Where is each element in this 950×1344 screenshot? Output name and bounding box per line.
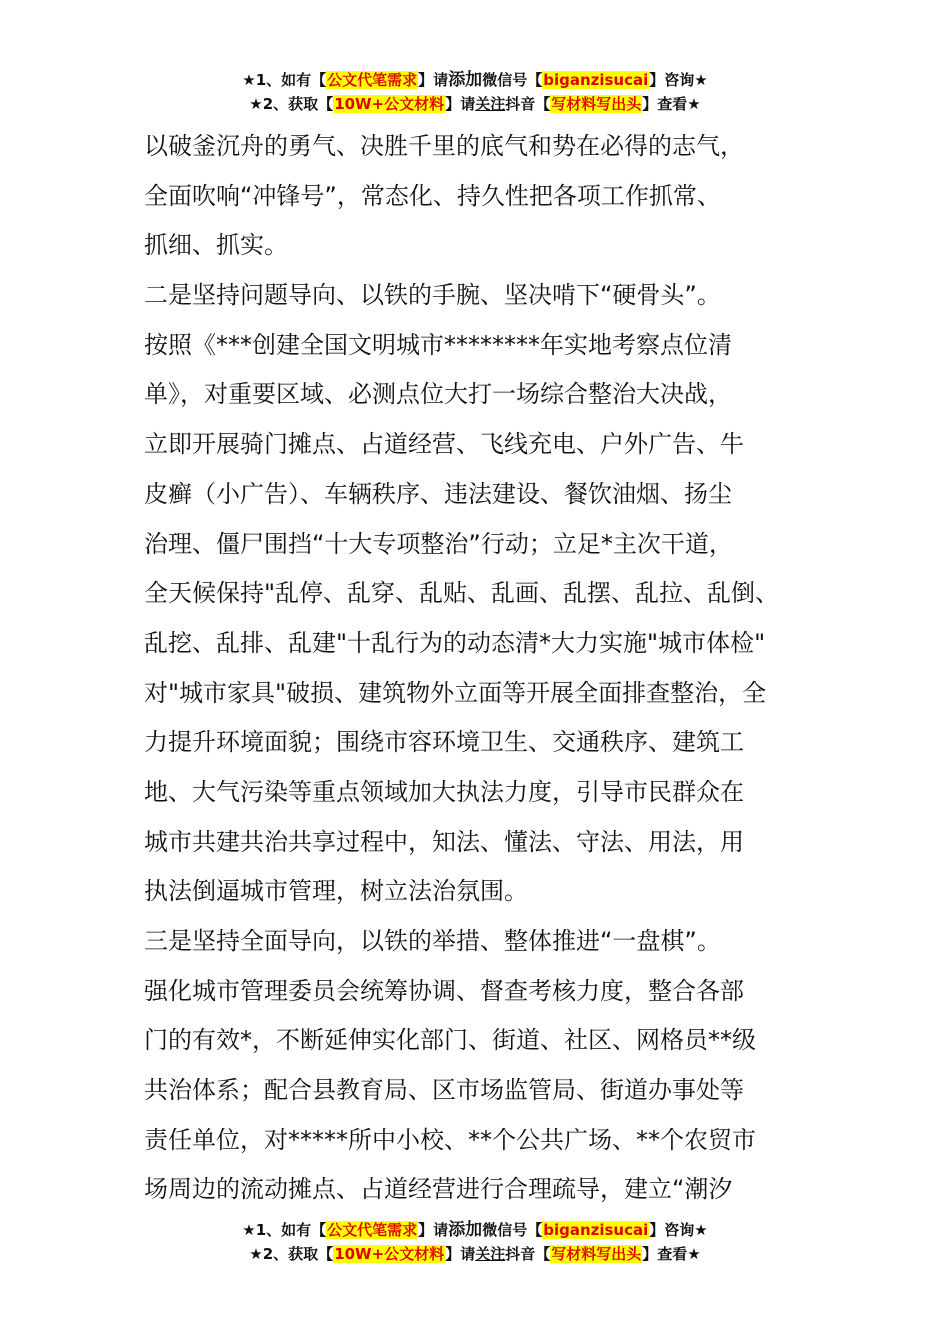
body-line: 场周边的流动摊点、占道经营进行合理疏导，建立“潮汐 <box>144 1175 733 1204</box>
body-line: 强化城市管理委员会统筹协调、督查考核力度，整合各部 <box>144 976 744 1005</box>
body-line: 以破釜沉舟的勇气、决胜千里的底气和势在必得的志气， <box>144 132 744 160</box>
banner-text: ★2、获取【 <box>249 95 334 113</box>
document-body <box>144 122 824 1215</box>
banner-text: ★1、如有【 <box>242 1221 327 1239</box>
body-line: 单》，对重要区域、必测点位大打一场综合整治大决战， <box>144 380 732 409</box>
banner-text: 抖音【 <box>505 1245 551 1263</box>
banner-text: 】咨询★ <box>649 1221 708 1239</box>
banner-emphasis: 添加 <box>448 70 483 90</box>
body-line: 对"城市家具"破损、建筑物外立面等开展全面排查整治，全 <box>144 678 767 707</box>
banner-text: 】查看★ <box>642 1245 701 1263</box>
highlight-wechat-id[interactable]: biganzisucai <box>543 71 649 89</box>
highlight-service: 公文代笔需求 <box>327 71 418 89</box>
banner-line-2 <box>0 92 950 116</box>
body-line: 抓细、抓实。 <box>144 231 288 260</box>
body-line: 全天候保持"乱停、乱穿、乱贴、乱画、乱摆、乱拉、乱倒、 <box>144 579 780 608</box>
banner-emphasis: 关注 <box>475 1245 506 1263</box>
banner-text: 】请 <box>445 1245 476 1263</box>
banner-text: 抖音【 <box>505 95 551 113</box>
body-line: 门的有效*，不断延伸实化部门、街道、社区、网格员**级 <box>144 1026 756 1055</box>
banner-text: 微信号【 <box>482 1221 543 1239</box>
banner-text: 微信号【 <box>482 71 543 89</box>
top-banner <box>0 68 950 116</box>
bottom-banner <box>0 1218 950 1266</box>
highlight-douyin-account[interactable]: 写材料写出头 <box>551 1245 642 1263</box>
highlight-materials: 10W+公文材料 <box>334 1245 445 1263</box>
body-line: 三是坚持全面导向，以铁的举措、整体推进“一盘棋”。 <box>144 927 721 955</box>
body-line: 城市共建共治共享过程中，知法、懂法、守法、用法，用 <box>144 827 744 856</box>
body-line: 责任单位，对*****所中小校、**个公共广场、**个农贸市 <box>144 1125 756 1154</box>
body-line: 共治体系；配合县教育局、区市场监管局、街道办事处等 <box>144 1076 744 1105</box>
body-line: 皮癣（小广告）、车辆秩序、违法建设、餐饮油烟、扬尘 <box>144 479 732 508</box>
body-line: 治理、僵尸围挡“十大专项整治”行动；立足*主次干道， <box>144 529 733 558</box>
highlight-douyin-account[interactable]: 写材料写出头 <box>551 95 642 113</box>
banner-emphasis: 添加 <box>448 1220 483 1240</box>
body-line: 按照《***创建全国文明城市********年实地考察点位清 <box>144 330 732 359</box>
body-line: 地、大气污染等重点领域加大执法力度，引导市民群众在 <box>144 777 744 806</box>
highlight-service: 公文代笔需求 <box>327 1221 418 1239</box>
banner-text: 】请 <box>418 1221 449 1239</box>
body-line: 执法倒逼城市管理，树立法治氛围。 <box>144 877 528 906</box>
body-line: 二是坚持问题导向、以铁的手腕、坚决啃下“硬骨头”。 <box>144 281 721 310</box>
banner-line-1 <box>0 1218 950 1242</box>
highlight-wechat-id[interactable]: biganzisucai <box>543 1221 649 1239</box>
banner-text: 】咨询★ <box>649 71 708 89</box>
banner-text: 】请 <box>445 95 476 113</box>
banner-text: 】查看★ <box>642 95 701 113</box>
banner-line-2 <box>0 1242 950 1266</box>
body-line: 全面吹响“冲锋号”，常态化、持久性把各项工作抓常、 <box>144 181 721 210</box>
banner-line-1 <box>0 68 950 92</box>
body-line: 力提升环境面貌；围绕市容环境卫生、交通秩序、建筑工 <box>144 728 744 757</box>
banner-text: 】请 <box>418 71 449 89</box>
highlight-materials: 10W+公文材料 <box>334 95 445 113</box>
body-line: 乱挖、乱排、乱建"十乱行为的动态清*大力实施"城市体检" <box>144 628 766 657</box>
banner-emphasis: 关注 <box>475 95 506 113</box>
banner-text: ★1、如有【 <box>242 71 327 89</box>
body-line: 立即开展骑门摊点、占道经营、飞线充电、户外广告、牛 <box>144 430 744 459</box>
banner-text: ★2、获取【 <box>249 1245 334 1263</box>
